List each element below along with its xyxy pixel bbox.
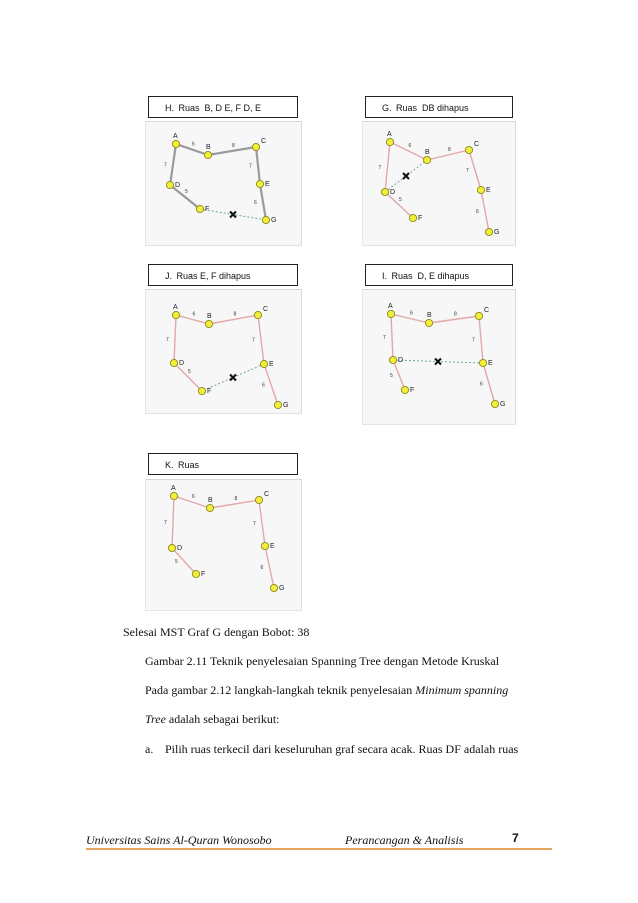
figure-i-label: I. Ruas D, E dihapus [365, 264, 513, 286]
figure-j-weight-df: 5 [188, 369, 191, 375]
list-item-a: Pilih ruas terkecil dari keseluruhan graf secara acak. Ruas DF adalah ruas [165, 742, 519, 756]
figure-k-weight-bc: 8 [234, 496, 238, 502]
figure-h-node-g [262, 216, 269, 223]
figure-g-node-label-d: D [390, 189, 396, 196]
figure-i-edge-ce [479, 316, 483, 363]
figure-j-weight-ab: 6 [192, 311, 196, 318]
figure-h-weight-ab: 6 [192, 141, 195, 148]
figure-k-node-label-a: A [171, 485, 176, 492]
figure-h-label: H. Ruas B, D E, F D, E [148, 96, 298, 118]
figure-j-node-f [198, 387, 205, 394]
figure-g-cross-icon [403, 173, 409, 179]
figure-i-weight-ad: 7 [383, 335, 386, 341]
figure-k-edge-ce [259, 500, 265, 546]
figure-i-edge-df [393, 360, 405, 390]
figure-caption: Gambar 2.11 Teknik penyelesaian Spanning Tree dengan Metode Kruskal [145, 654, 500, 668]
figure-i-node-label-a: A [388, 303, 393, 310]
figure-j-weight-bc: 8 [233, 311, 237, 318]
figure-i-node-label-g: G [500, 401, 506, 408]
figure-h-node-f [196, 205, 203, 212]
figure-h-svg [146, 122, 301, 245]
figure-g-weight-eg: 6 [476, 209, 479, 215]
figure-g-edge-eg [481, 190, 489, 232]
figure-k-edge-eg [265, 546, 274, 588]
paragraph-line-2-italic: Tree [145, 712, 166, 726]
figure-h-node-label-f: F [205, 206, 210, 213]
figure-i-weight-ce: 7 [472, 337, 475, 344]
figure-h-node-c [252, 143, 259, 150]
figure-k-node-label-f: F [201, 571, 206, 578]
figure-k-svg [146, 480, 301, 610]
figure-g-edge-ce [469, 150, 481, 190]
figure-g-node-e [477, 186, 484, 193]
paragraph-line-2-text: adalah sebagai berikut: [165, 712, 280, 726]
figure-j-node-d [170, 359, 177, 366]
figure-k-node-d [168, 544, 175, 551]
figure-i-weight-bc: 8 [454, 311, 457, 318]
figure-g-node-a [386, 138, 393, 145]
figure-k-node-label-d: D [177, 545, 183, 552]
page-number: 7 [512, 831, 519, 845]
figure-g-node-b [423, 156, 430, 163]
paragraph-line-1-text: Pada gambar 2.12 langkah-langkah teknik penyelesaian [145, 683, 416, 697]
figure-h-cross-icon [230, 212, 236, 218]
figure-i-edge-ad [391, 314, 393, 360]
figure-i-graph [362, 289, 516, 425]
figure-g-node-label-f: F [418, 215, 423, 222]
figure-i-node-c [475, 312, 482, 319]
figure-j-node-label-d: D [179, 360, 185, 367]
figure-i-node-label-f: F [410, 387, 415, 394]
figure-j-cross-icon [230, 375, 236, 381]
figure-j-node-label-a: A [173, 304, 178, 311]
figure-g-node-c [465, 146, 472, 153]
figure-h-node-label-d: D [175, 182, 181, 189]
figure-j-edge-df [174, 363, 202, 391]
figure-k-weight-ce: 7 [253, 521, 256, 527]
footer-university: Universitas Sains Al-Quran Wonosobo [86, 833, 272, 847]
figure-i-cross-icon [435, 359, 441, 365]
figure-k-node-label-g: G [279, 585, 285, 592]
figure-j-node-label-c: C [263, 306, 269, 313]
figure-j-svg [146, 290, 301, 413]
figure-g-weight-ce: 7 [466, 168, 469, 174]
figure-j-node-g [274, 401, 281, 408]
figure-k-node-b [206, 504, 213, 511]
figure-j-weight-ad: 7 [166, 337, 169, 343]
figure-g-graph [362, 121, 516, 246]
figure-j-node-label-b: B [207, 313, 212, 320]
figure-j-node-label-g: G [283, 402, 289, 409]
figure-j-node-a [172, 311, 179, 318]
figure-h-weight-ce: 7 [249, 163, 252, 170]
figure-k-weight-ad: 7 [164, 520, 167, 526]
figure-h-node-label-c: C [261, 138, 267, 145]
figure-g-node-label-g: G [494, 229, 500, 236]
figure-k-node-e [261, 542, 268, 549]
figure-k-node-c [255, 496, 262, 503]
figure-i-weight-eg: 6 [480, 381, 483, 388]
figure-k-graph [145, 479, 302, 611]
figure-j-weight-ce: 7 [252, 337, 255, 344]
figure-k-weight-df: 5 [175, 559, 178, 565]
figure-i-node-f [401, 386, 408, 393]
figure-j-node-label-e: E [269, 361, 274, 368]
paragraph-line-1-italic: Minimum spanning [415, 683, 509, 697]
figure-h-weight-df: 5 [185, 189, 188, 195]
figure-j-graph [145, 289, 302, 414]
figure-i-weight-df: 5 [390, 373, 393, 379]
figure-h-weight-ad: 7 [164, 162, 167, 169]
figure-k-node-label-c: C [264, 491, 270, 498]
figure-h-node-e [256, 180, 263, 187]
figure-k-weight-eg: 6 [260, 565, 264, 571]
figure-h-node-label-g: G [271, 217, 277, 224]
figure-k-label: K. Ruas [148, 453, 298, 475]
figure-k-node-label-b: B [208, 497, 213, 504]
paragraph-line-2 [145, 712, 280, 727]
figure-h-edge-ad [170, 144, 176, 185]
figure-g-node-label-e: E [486, 187, 491, 194]
figure-h-node-a [172, 140, 179, 147]
figure-k-node-f [192, 570, 199, 577]
figure-g-weight-bc: 8 [448, 147, 451, 153]
figure-j-node-c [254, 311, 261, 318]
figure-j-edge-ce [258, 315, 264, 364]
footer-rule [86, 848, 552, 850]
figure-i-node-a [387, 310, 394, 317]
paragraph-line-1 [145, 683, 508, 698]
figure-k-node-label-e: E [270, 543, 275, 550]
figure-g-node-label-a: A [387, 131, 392, 138]
figure-h-graph [145, 121, 302, 246]
figure-g-edge-ad [385, 142, 390, 192]
figure-g-node-f [409, 214, 416, 221]
figure-j-edge-eg [264, 364, 278, 405]
figure-j-node-label-f: F [207, 388, 212, 395]
footer-section: Perancangan & Analisis [345, 833, 464, 847]
mst-result: Selesai MST Graf G dengan Bobot: 38 [123, 625, 310, 639]
figure-g-label: G. Ruas DB dihapus [365, 96, 513, 118]
figure-h-weight-eg: 6 [254, 200, 257, 206]
figure-i-node-label-b: B [427, 312, 432, 319]
figure-i-node-g [491, 400, 498, 407]
figure-j-weight-eg: 6 [262, 382, 265, 389]
figure-j-edge-ad [174, 315, 176, 363]
figure-j-node-b [205, 320, 212, 327]
figure-k-node-a [170, 492, 177, 499]
figure-i-node-label-e: E [488, 360, 493, 367]
figure-k-node-g [270, 584, 277, 591]
figure-h-edge-ce [256, 147, 260, 184]
figure-i-weight-ab: 6 [410, 310, 413, 317]
figure-g-node-d [381, 188, 388, 195]
figure-h-node-d [166, 181, 173, 188]
figure-h-edge-eg [260, 184, 266, 220]
figure-g-weight-df: 5 [399, 197, 402, 203]
figure-k-weight-ab: 6 [192, 494, 195, 500]
figure-g-weight-ad: 7 [378, 165, 382, 171]
figure-i-node-label-c: C [484, 307, 490, 314]
figure-j-node-e [260, 360, 267, 367]
figure-h-weight-bc: 8 [232, 143, 235, 149]
figure-g-node-label-b: B [425, 149, 430, 156]
figure-i-edge-eg [483, 363, 495, 404]
figure-g-weight-ab: 6 [408, 143, 412, 149]
figure-g-node-label-c: C [474, 141, 480, 148]
figure-i-node-d [389, 356, 396, 363]
figure-h-node-b [204, 151, 211, 158]
figure-h-node-label-a: A [173, 133, 178, 140]
figure-i-node-b [425, 319, 432, 326]
figure-h-node-label-b: B [206, 144, 211, 151]
figure-h-node-label-e: E [265, 181, 270, 188]
figure-j-label: J. Ruas E, F dihapus [148, 264, 298, 286]
figure-k-edge-ad [172, 496, 174, 548]
figure-i-svg [363, 290, 515, 424]
figure-g-node-g [485, 228, 492, 235]
list-item-a-marker: a. [145, 742, 154, 756]
figure-i-node-e [479, 359, 486, 366]
figure-g-svg [363, 122, 515, 245]
figure-i-node-label-d: D [398, 357, 404, 364]
